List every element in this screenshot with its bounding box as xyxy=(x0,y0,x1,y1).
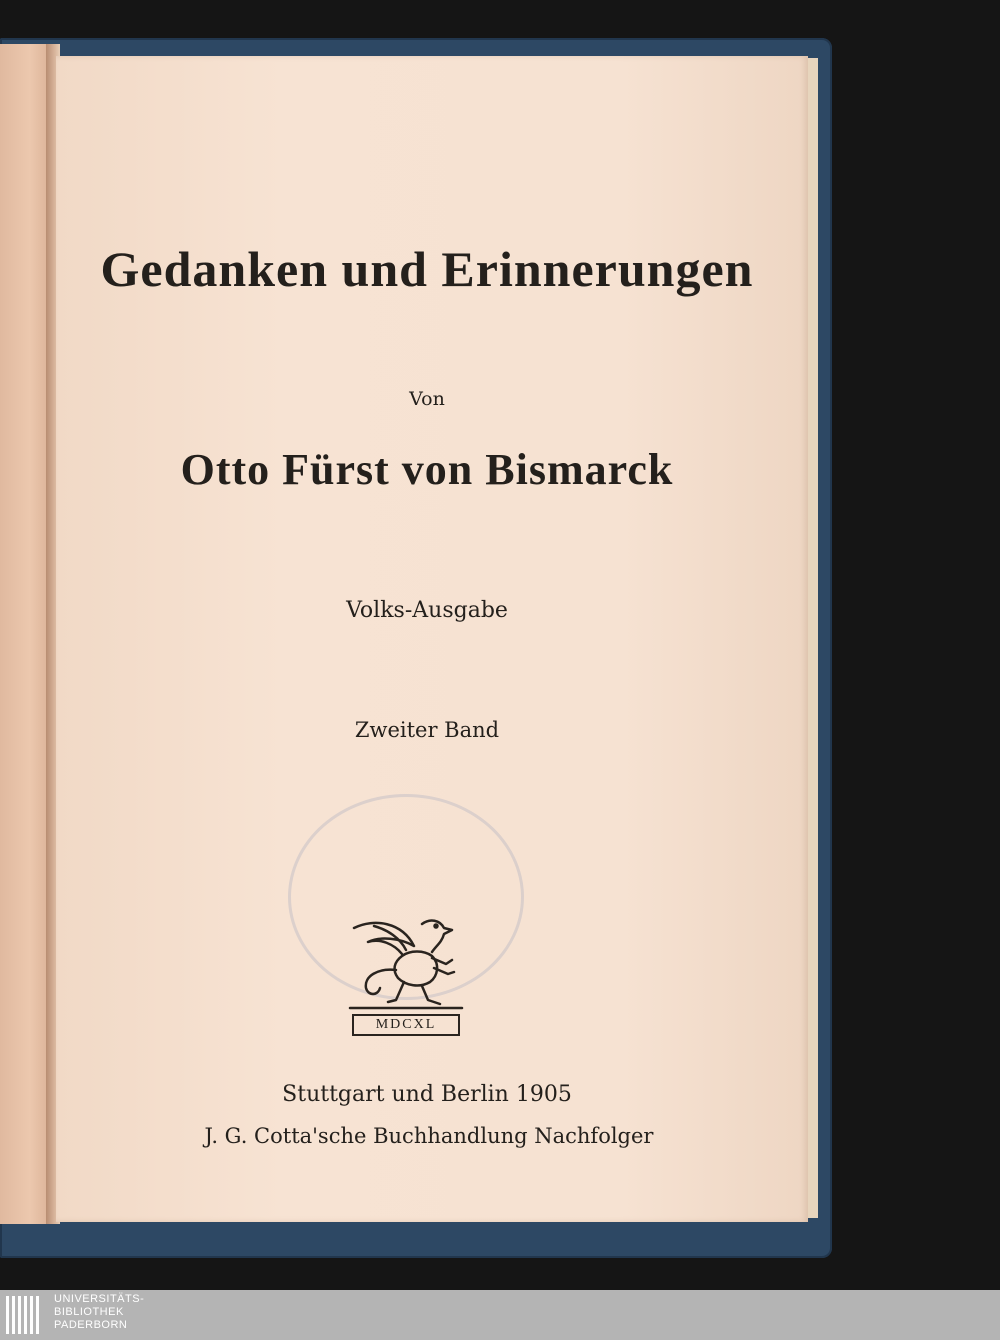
imprint-publisher: J. G. Cotta'sche Buchhandlung Nachfolger xyxy=(204,1124,654,1148)
griffin-icon xyxy=(344,916,468,1016)
title-page xyxy=(56,56,808,1222)
edition-label: Volks-Ausgabe xyxy=(346,598,508,623)
logo-line: UNIVERSITÄTS- xyxy=(54,1293,145,1305)
author-name: Otto Fürst von Bismarck xyxy=(180,445,674,494)
emblem-year: MDCXL xyxy=(352,1014,460,1036)
footer-bar xyxy=(0,1290,1000,1340)
logo-line: PADERBORN xyxy=(54,1319,128,1331)
volume-label: Zweiter Band xyxy=(354,718,500,742)
imprint-place-year: Stuttgart und Berlin 1905 xyxy=(282,1082,572,1107)
publisher-emblem xyxy=(344,916,468,1038)
library-logo-icon xyxy=(4,1294,44,1336)
library-logo-text xyxy=(54,1293,144,1332)
by-line: Von xyxy=(409,388,445,410)
logo-line: BIBLIOTHEK xyxy=(54,1306,124,1318)
book-title: Gedanken und Erinnerungen xyxy=(100,241,754,297)
